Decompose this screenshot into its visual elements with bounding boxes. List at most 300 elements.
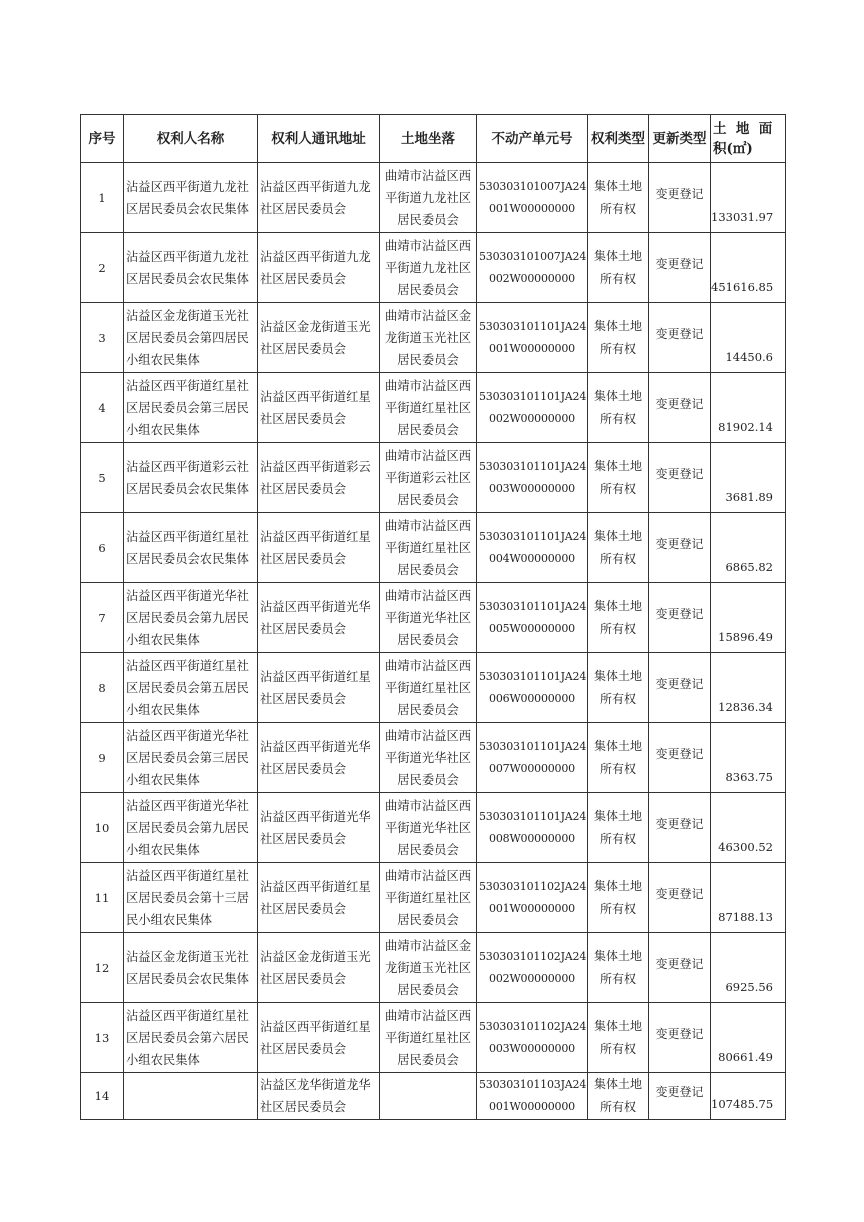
cell-right-type — [588, 373, 649, 443]
cell-right-type-line: 所有权 — [599, 621, 636, 636]
cell-update-type-line: 变更登记 — [655, 606, 704, 621]
cell-update-type — [649, 513, 711, 583]
cell-name-line: 小组农民集体 — [126, 772, 200, 787]
cell-name-line: 区居民委员会第十三居 — [126, 890, 249, 905]
cell-name-line: 小组农民集体 — [126, 352, 200, 367]
cell-address-line: 社区居民委员会 — [260, 621, 347, 636]
cell-location-line: 龙街道玉光社区 — [384, 960, 472, 975]
cell-address — [258, 1003, 380, 1073]
cell-area — [711, 163, 786, 233]
cell-seq-line: 2 — [98, 260, 106, 275]
cell-area-line: 12836.34 — [718, 700, 773, 714]
cell-location-line: 平街道红星社区 — [384, 1030, 472, 1045]
cell-name — [124, 1003, 258, 1073]
cell-area-line: 107485.75 — [711, 1097, 774, 1111]
cell-name-line: 沾益区西平街道红星社 — [126, 1008, 249, 1023]
cell-seq — [81, 653, 124, 723]
cell-name-line: 区居民委员会第三居民 — [126, 400, 249, 415]
cell-right-type-line: 集体土地 — [593, 318, 642, 333]
header-area-line2: 积(㎡) — [713, 140, 753, 157]
cell-update-type-line: 变更登记 — [655, 186, 704, 201]
cell-seq-line: 6 — [98, 540, 106, 555]
cell-address — [258, 653, 380, 723]
cell-area — [711, 233, 786, 303]
cell-right-type-line: 集体土地 — [593, 738, 642, 753]
cell-right-type-line: 所有权 — [599, 691, 636, 706]
cell-name-line: 小组农民集体 — [126, 422, 200, 437]
cell-location-line: 平街道红星社区 — [384, 680, 472, 695]
table-row — [81, 303, 786, 373]
cell-address-line: 沾益区西平街道九龙 — [260, 249, 371, 264]
cell-right-type — [588, 1073, 649, 1120]
cell-address-line: 沾益区西平街道红星 — [260, 389, 371, 404]
cell-area — [711, 513, 786, 583]
cell-update-type-line: 变更登记 — [655, 676, 704, 691]
cell-area — [711, 1073, 786, 1120]
cell-unit-no-line: 530303101101JA24 — [479, 529, 587, 543]
cell-location — [380, 793, 477, 863]
cell-location-line: 平街道光华社区 — [384, 750, 472, 765]
table-row — [81, 373, 786, 443]
cell-name — [124, 653, 258, 723]
cell-location — [380, 653, 477, 723]
header-address: 权利人通讯地址 — [258, 115, 380, 163]
cell-location-line: 平街道红星社区 — [384, 890, 472, 905]
cell-address — [258, 233, 380, 303]
cell-unit-no-line: 530303101101JA24 — [479, 739, 587, 753]
cell-area — [711, 863, 786, 933]
cell-location-line: 居民委员会 — [397, 1052, 459, 1067]
cell-address-line: 沾益区西平街道红星 — [260, 879, 371, 894]
cell-unit-no-line: 004W00000000 — [489, 551, 575, 565]
cell-location — [380, 863, 477, 933]
cell-unit-no-line: 530303101102JA24 — [479, 879, 587, 893]
cell-name — [124, 303, 258, 373]
table-body — [81, 163, 786, 1120]
cell-right-type — [588, 163, 649, 233]
cell-seq — [81, 513, 124, 583]
cell-location-line: 曲靖市沾益区西 — [384, 448, 472, 463]
cell-address — [258, 513, 380, 583]
cell-name-line: 区居民委员会农民集体 — [126, 271, 249, 286]
cell-seq-line: 10 — [94, 820, 110, 835]
cell-seq — [81, 723, 124, 793]
cell-right-type-line: 集体土地 — [593, 948, 642, 963]
cell-right-type-line: 所有权 — [599, 1041, 636, 1056]
cell-right-type — [588, 513, 649, 583]
cell-unit-no-line: 530303101101JA24 — [479, 389, 587, 403]
header-area-line1: 土 地 面 — [713, 120, 773, 137]
header-update-type: 更新类型 — [649, 115, 711, 163]
cell-name-line: 区居民委员会农民集体 — [126, 551, 249, 566]
cell-location-line: 居民委员会 — [397, 632, 459, 647]
cell-unit-no-line: 002W00000000 — [489, 271, 575, 285]
cell-seq — [81, 233, 124, 303]
cell-location-line: 龙街道玉光社区 — [384, 330, 472, 345]
cell-seq — [81, 863, 124, 933]
cell-name-line: 区居民委员会第五居民 — [126, 680, 249, 695]
cell-address — [258, 303, 380, 373]
cell-unit-no-line: 003W00000000 — [489, 481, 575, 495]
cell-address-line: 沾益区龙华街道龙华 — [260, 1078, 371, 1092]
cell-address-line: 沾益区西平街道光华 — [260, 599, 371, 614]
cell-area — [711, 373, 786, 443]
cell-update-type — [649, 373, 711, 443]
cell-location — [380, 233, 477, 303]
cell-location-line: 居民委员会 — [397, 842, 459, 857]
cell-update-type — [649, 583, 711, 653]
table-row — [81, 163, 786, 233]
cell-address-line: 社区居民委员会 — [260, 481, 347, 496]
table-row — [81, 583, 786, 653]
cell-name-line: 沾益区金龙街道玉光社 — [126, 949, 249, 964]
cell-seq-line: 11 — [94, 890, 110, 905]
cell-update-type-line: 变更登记 — [655, 886, 704, 901]
cell-right-type-line: 集体土地 — [593, 1077, 642, 1091]
cell-name — [124, 163, 258, 233]
cell-name-line: 沾益区西平街道红星社 — [126, 378, 249, 393]
cell-location-line: 居民委员会 — [397, 422, 459, 437]
cell-area-line: 8363.75 — [725, 770, 773, 784]
registration-table — [80, 114, 786, 1120]
cell-right-type — [588, 443, 649, 513]
cell-location-line: 居民委员会 — [397, 562, 459, 577]
header-right-type: 权利类型 — [588, 115, 649, 163]
cell-right-type-line: 所有权 — [599, 901, 636, 916]
cell-update-type — [649, 653, 711, 723]
table-row — [81, 653, 786, 723]
cell-seq-line: 12 — [94, 960, 110, 975]
cell-unit-no-line: 006W00000000 — [489, 691, 575, 705]
cell-update-type-line: 变更登记 — [655, 326, 704, 341]
cell-unit-no-line: 530303101101JA24 — [479, 599, 587, 613]
cell-seq — [81, 373, 124, 443]
cell-name-line: 小组农民集体 — [126, 842, 200, 857]
cell-right-type-line: 集体土地 — [593, 248, 642, 263]
cell-update-type-line: 变更登记 — [655, 746, 704, 761]
table-row — [81, 793, 786, 863]
cell-area-line: 80661.49 — [718, 1050, 773, 1064]
cell-name-line: 民小组农民集体 — [126, 912, 213, 927]
cell-area — [711, 303, 786, 373]
cell-unit-no-line: 003W00000000 — [489, 1041, 575, 1055]
cell-unit-no — [477, 443, 588, 513]
cell-right-type-line: 所有权 — [599, 761, 636, 776]
header-row — [81, 115, 786, 163]
cell-unit-no-line: 001W00000000 — [489, 901, 575, 915]
cell-update-type-line: 变更登记 — [655, 956, 704, 971]
cell-seq — [81, 303, 124, 373]
cell-area-line: 6865.82 — [725, 560, 773, 574]
cell-name-line: 沾益区西平街道红星社 — [126, 868, 249, 883]
cell-seq — [81, 1003, 124, 1073]
cell-unit-no-line: 001W00000000 — [489, 341, 575, 355]
cell-unit-no — [477, 1003, 588, 1073]
cell-right-type-line: 集体土地 — [593, 598, 642, 613]
cell-location-line: 平街道红星社区 — [384, 400, 472, 415]
cell-name — [124, 233, 258, 303]
cell-address — [258, 863, 380, 933]
cell-address-line: 沾益区金龙街道玉光 — [260, 949, 371, 964]
cell-address-line: 社区居民委员会 — [260, 691, 347, 706]
cell-name-line: 沾益区西平街道光华社 — [126, 588, 249, 603]
cell-location — [380, 1003, 477, 1073]
cell-seq-line: 5 — [98, 470, 106, 485]
cell-address — [258, 793, 380, 863]
table-row — [81, 1003, 786, 1073]
cell-name-line: 区居民委员会农民集体 — [126, 201, 249, 216]
cell-update-type — [649, 163, 711, 233]
cell-name — [124, 513, 258, 583]
header-seq: 序号 — [81, 115, 124, 163]
header-unit-no: 不动产单元号 — [477, 115, 588, 163]
table-row — [81, 863, 786, 933]
cell-address-line: 社区居民委员会 — [260, 971, 347, 986]
cell-address — [258, 443, 380, 513]
cell-unit-no-line: 002W00000000 — [489, 971, 575, 985]
cell-name-line: 沾益区西平街道光华社 — [126, 798, 249, 813]
cell-location-line: 平街道红星社区 — [384, 540, 472, 555]
cell-right-type-line: 所有权 — [599, 1100, 636, 1114]
cell-update-type-line: 变更登记 — [655, 536, 704, 551]
cell-area-line: 6925.56 — [725, 980, 773, 994]
cell-area — [711, 1003, 786, 1073]
cell-unit-no — [477, 303, 588, 373]
cell-unit-no-line: 001W00000000 — [489, 201, 575, 215]
cell-right-type — [588, 863, 649, 933]
cell-name-line: 区居民委员会第三居民 — [126, 750, 249, 765]
cell-unit-no-line: 530303101101JA24 — [479, 809, 587, 823]
cell-update-type-line: 变更登记 — [655, 1085, 704, 1099]
cell-address — [258, 933, 380, 1003]
cell-unit-no-line: 530303101101JA24 — [479, 669, 587, 683]
cell-location-line: 曲靖市沾益区西 — [384, 168, 472, 183]
cell-name-line: 区居民委员会农民集体 — [126, 481, 249, 496]
cell-name-line: 区居民委员会第九居民 — [126, 820, 249, 835]
cell-location-line: 居民委员会 — [397, 772, 459, 787]
cell-location — [380, 163, 477, 233]
cell-name — [124, 933, 258, 1003]
cell-seq — [81, 933, 124, 1003]
cell-area-line: 15896.49 — [718, 630, 773, 644]
cell-right-type-line: 所有权 — [599, 831, 636, 846]
cell-name-line: 沾益区西平街道光华社 — [126, 728, 249, 743]
cell-name-line: 沾益区西平街道彩云社 — [126, 459, 249, 474]
cell-unit-no-line: 530303101007JA24 — [479, 249, 587, 263]
cell-address-line: 社区居民委员会 — [260, 341, 347, 356]
cell-seq-line: 7 — [98, 610, 106, 625]
cell-area-line: 87188.13 — [718, 910, 773, 924]
cell-update-type — [649, 863, 711, 933]
cell-name — [124, 583, 258, 653]
cell-area-line: 451616.85 — [711, 280, 774, 294]
cell-location-line: 曲靖市沾益区金 — [384, 308, 472, 323]
cell-address-line: 社区居民委员会 — [260, 1041, 347, 1056]
cell-location — [380, 723, 477, 793]
cell-address-line: 社区居民委员会 — [260, 411, 347, 426]
cell-name — [124, 443, 258, 513]
cell-right-type-line: 集体土地 — [593, 1018, 642, 1033]
cell-seq — [81, 443, 124, 513]
cell-area — [711, 653, 786, 723]
cell-address-line: 社区居民委员会 — [260, 271, 347, 286]
cell-location-line: 居民委员会 — [397, 492, 459, 507]
cell-right-type — [588, 793, 649, 863]
cell-area-line: 14450.6 — [725, 350, 773, 364]
cell-location-line: 曲靖市沾益区西 — [384, 798, 472, 813]
cell-location-line: 曲靖市沾益区西 — [384, 588, 472, 603]
cell-unit-no-line: 530303101101JA24 — [479, 319, 587, 333]
cell-location — [380, 513, 477, 583]
cell-location-line: 平街道九龙社区 — [384, 260, 472, 275]
cell-location-line: 平街道九龙社区 — [384, 190, 472, 205]
cell-address-line: 沾益区西平街道红星 — [260, 529, 371, 544]
cell-location — [380, 933, 477, 1003]
cell-name-line: 区居民委员会第四居民 — [126, 330, 249, 345]
cell-address-line: 社区居民委员会 — [260, 831, 347, 846]
cell-location-line: 居民委员会 — [397, 212, 459, 227]
cell-seq-line: 8 — [98, 680, 106, 695]
cell-location-line: 曲靖市沾益区西 — [384, 378, 472, 393]
cell-right-type-line: 集体土地 — [593, 878, 642, 893]
cell-name — [124, 1073, 258, 1120]
cell-location — [380, 303, 477, 373]
cell-name — [124, 863, 258, 933]
cell-right-type — [588, 583, 649, 653]
cell-area-line: 46300.52 — [718, 840, 773, 854]
cell-address-line: 沾益区金龙街道玉光 — [260, 319, 371, 334]
cell-right-type — [588, 933, 649, 1003]
cell-address — [258, 163, 380, 233]
cell-update-type — [649, 1003, 711, 1073]
cell-area-line: 3681.89 — [725, 490, 773, 504]
cell-address-line: 沾益区西平街道红星 — [260, 669, 371, 684]
cell-unit-no-line: 530303101102JA24 — [479, 949, 587, 963]
cell-update-type — [649, 233, 711, 303]
cell-seq-line: 4 — [98, 400, 106, 415]
cell-right-type — [588, 723, 649, 793]
cell-location-line: 曲靖市沾益区西 — [384, 238, 472, 253]
table-row — [81, 723, 786, 793]
cell-unit-no-line: 005W00000000 — [489, 621, 575, 635]
cell-right-type — [588, 233, 649, 303]
cell-name-line: 小组农民集体 — [126, 632, 200, 647]
cell-seq-line: 13 — [94, 1030, 110, 1045]
cell-location-line: 居民委员会 — [397, 352, 459, 367]
cell-address-line: 沾益区西平街道九龙 — [260, 179, 371, 194]
cell-location-line: 居民委员会 — [397, 912, 459, 927]
cell-right-type-line: 所有权 — [599, 341, 636, 356]
cell-location-line: 居民委员会 — [397, 702, 459, 717]
cell-seq-line: 14 — [94, 1089, 110, 1103]
cell-unit-no — [477, 1073, 588, 1120]
cell-seq — [81, 583, 124, 653]
cell-name-line: 沾益区西平街道红星社 — [126, 658, 249, 673]
cell-name — [124, 373, 258, 443]
cell-address — [258, 1073, 380, 1120]
cell-unit-no — [477, 723, 588, 793]
cell-unit-no — [477, 653, 588, 723]
cell-location-line: 曲靖市沾益区西 — [384, 658, 472, 673]
cell-update-type — [649, 303, 711, 373]
cell-location — [380, 443, 477, 513]
cell-area — [711, 933, 786, 1003]
cell-unit-no — [477, 373, 588, 443]
cell-name-line: 沾益区西平街道九龙社 — [126, 179, 249, 194]
cell-name-line: 区居民委员会第六居民 — [126, 1030, 249, 1045]
cell-address — [258, 723, 380, 793]
cell-area — [711, 723, 786, 793]
cell-unit-no-line: 530303101101JA24 — [479, 459, 587, 473]
cell-area — [711, 443, 786, 513]
cell-update-type — [649, 1073, 711, 1120]
table-row — [81, 1073, 786, 1120]
cell-name-line: 沾益区金龙街道玉光社 — [126, 308, 249, 323]
cell-update-type — [649, 723, 711, 793]
table-row — [81, 233, 786, 303]
cell-update-type-line: 变更登记 — [655, 396, 704, 411]
header-name: 权利人名称 — [124, 115, 258, 163]
cell-right-type-line: 所有权 — [599, 411, 636, 426]
cell-right-type-line: 集体土地 — [593, 458, 642, 473]
cell-update-type-line: 变更登记 — [655, 466, 704, 481]
cell-unit-no — [477, 513, 588, 583]
cell-area — [711, 583, 786, 653]
cell-update-type — [649, 933, 711, 1003]
cell-name-line: 区居民委员会农民集体 — [126, 971, 249, 986]
cell-unit-no-line: 008W00000000 — [489, 831, 575, 845]
cell-right-type-line: 所有权 — [599, 201, 636, 216]
cell-name — [124, 723, 258, 793]
cell-right-type-line: 所有权 — [599, 551, 636, 566]
cell-seq — [81, 793, 124, 863]
cell-address-line: 沾益区西平街道光华 — [260, 809, 371, 824]
cell-name-line: 区居民委员会第九居民 — [126, 610, 249, 625]
cell-update-type — [649, 793, 711, 863]
cell-seq-line: 3 — [98, 330, 106, 345]
cell-update-type-line: 变更登记 — [655, 816, 704, 831]
table-row — [81, 513, 786, 583]
cell-address-line: 社区居民委员会 — [260, 901, 347, 916]
cell-area-line: 133031.97 — [711, 210, 774, 224]
cell-seq-line: 1 — [98, 190, 106, 205]
cell-location-line: 居民委员会 — [397, 282, 459, 297]
cell-update-type-line: 变更登记 — [655, 1026, 704, 1041]
cell-address-line: 社区居民委员会 — [260, 201, 347, 216]
cell-right-type-line: 所有权 — [599, 481, 636, 496]
cell-unit-no — [477, 863, 588, 933]
cell-right-type-line: 集体土地 — [593, 178, 642, 193]
cell-right-type — [588, 653, 649, 723]
cell-update-type-line: 变更登记 — [655, 256, 704, 271]
cell-address-line: 沾益区西平街道彩云 — [260, 459, 371, 474]
cell-location-line: 曲靖市沾益区西 — [384, 1008, 472, 1023]
cell-unit-no-line: 530303101102JA24 — [479, 1019, 587, 1033]
cell-location-line: 居民委员会 — [397, 982, 459, 997]
cell-name-line: 小组农民集体 — [126, 702, 200, 717]
cell-unit-no — [477, 163, 588, 233]
cell-address — [258, 583, 380, 653]
table-row — [81, 443, 786, 513]
cell-unit-no-line: 002W00000000 — [489, 411, 575, 425]
cell-name-line: 沾益区西平街道红星社 — [126, 529, 249, 544]
cell-location-line: 曲靖市沾益区西 — [384, 518, 472, 533]
cell-right-type-line: 所有权 — [599, 271, 636, 286]
cell-location-line: 曲靖市沾益区金 — [384, 938, 472, 953]
cell-seq — [81, 1073, 124, 1120]
cell-address — [258, 373, 380, 443]
cell-right-type-line: 集体土地 — [593, 808, 642, 823]
